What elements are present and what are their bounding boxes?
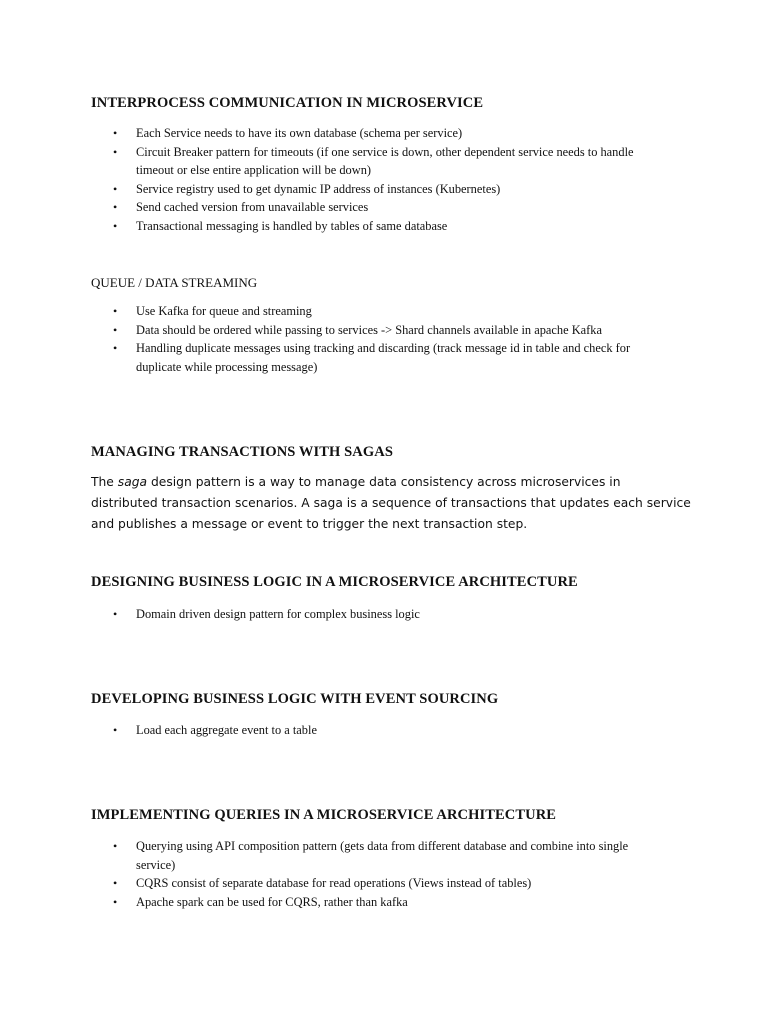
bullet-list-design	[0, 605, 666, 624]
section-heading-sagas: MANAGING TRANSACTIONS WITH SAGAS	[91, 444, 393, 460]
list-item: • Each Service needs to have its own database (schema per service)	[0, 124, 666, 143]
section-heading-event-sourcing: DEVELOPING BUSINESS LOGIC WITH EVENT SOURCING	[91, 691, 499, 707]
list-item: • Transactional messaging is handled by tables of same database	[0, 217, 666, 236]
list-item: • Send cached version from unavailable services	[0, 198, 666, 217]
para-rest: design pattern is a way to manage data consistency across microservices in distributed transaction scenarios. A saga is a sequence of transactions that updates each service and publishes a message or event to trigger the next transaction step.	[91, 475, 691, 531]
bullet-list-queries	[0, 837, 666, 911]
section-heading-queries: IMPLEMENTING QUERIES IN A MICROSERVICE ARCHITECTURE	[91, 807, 557, 823]
list-item: • Load each aggregate event to a table	[0, 721, 666, 740]
list-item: • Service registry used to get dynamic IP address of instances (Kubernetes)	[0, 180, 666, 199]
para-prefix: The	[91, 475, 118, 489]
bullet-list-ipc	[0, 124, 666, 236]
sagas-paragraph	[91, 472, 691, 535]
section-heading-ipc: INTERPROCESS COMMUNICATION IN MICROSERVICE	[91, 95, 484, 111]
list-item: • Querying using API composition pattern (gets data from different database and combine into single service)	[0, 837, 666, 874]
bullet-list-queue	[0, 302, 666, 376]
list-item: • Circuit Breaker pattern for timeouts (if one service is down, other dependent service needs to handle timeout or else entire application will be down)	[0, 143, 666, 180]
list-item: • Apache spark can be used for CQRS, rather than kafka	[0, 893, 666, 912]
section-heading-design: DESIGNING BUSINESS LOGIC IN A MICROSERVICE ARCHITECTURE	[91, 574, 578, 590]
list-item: • Domain driven design pattern for complex business logic	[0, 605, 666, 624]
bullet-list-event-sourcing	[0, 721, 666, 740]
para-emphasis: saga	[117, 475, 148, 489]
list-item: • CQRS consist of separate database for read operations (Views instead of tables)	[0, 874, 666, 893]
list-item: • Handling duplicate messages using tracking and discarding (track message id in table and check for duplicate while processing message)	[0, 339, 666, 376]
list-item: • Use Kafka for queue and streaming	[0, 302, 666, 321]
list-item: • Data should be ordered while passing to services -> Shard channels available in apache Kafka	[0, 321, 666, 340]
section-heading-queue: QUEUE / DATA STREAMING	[91, 275, 258, 290]
